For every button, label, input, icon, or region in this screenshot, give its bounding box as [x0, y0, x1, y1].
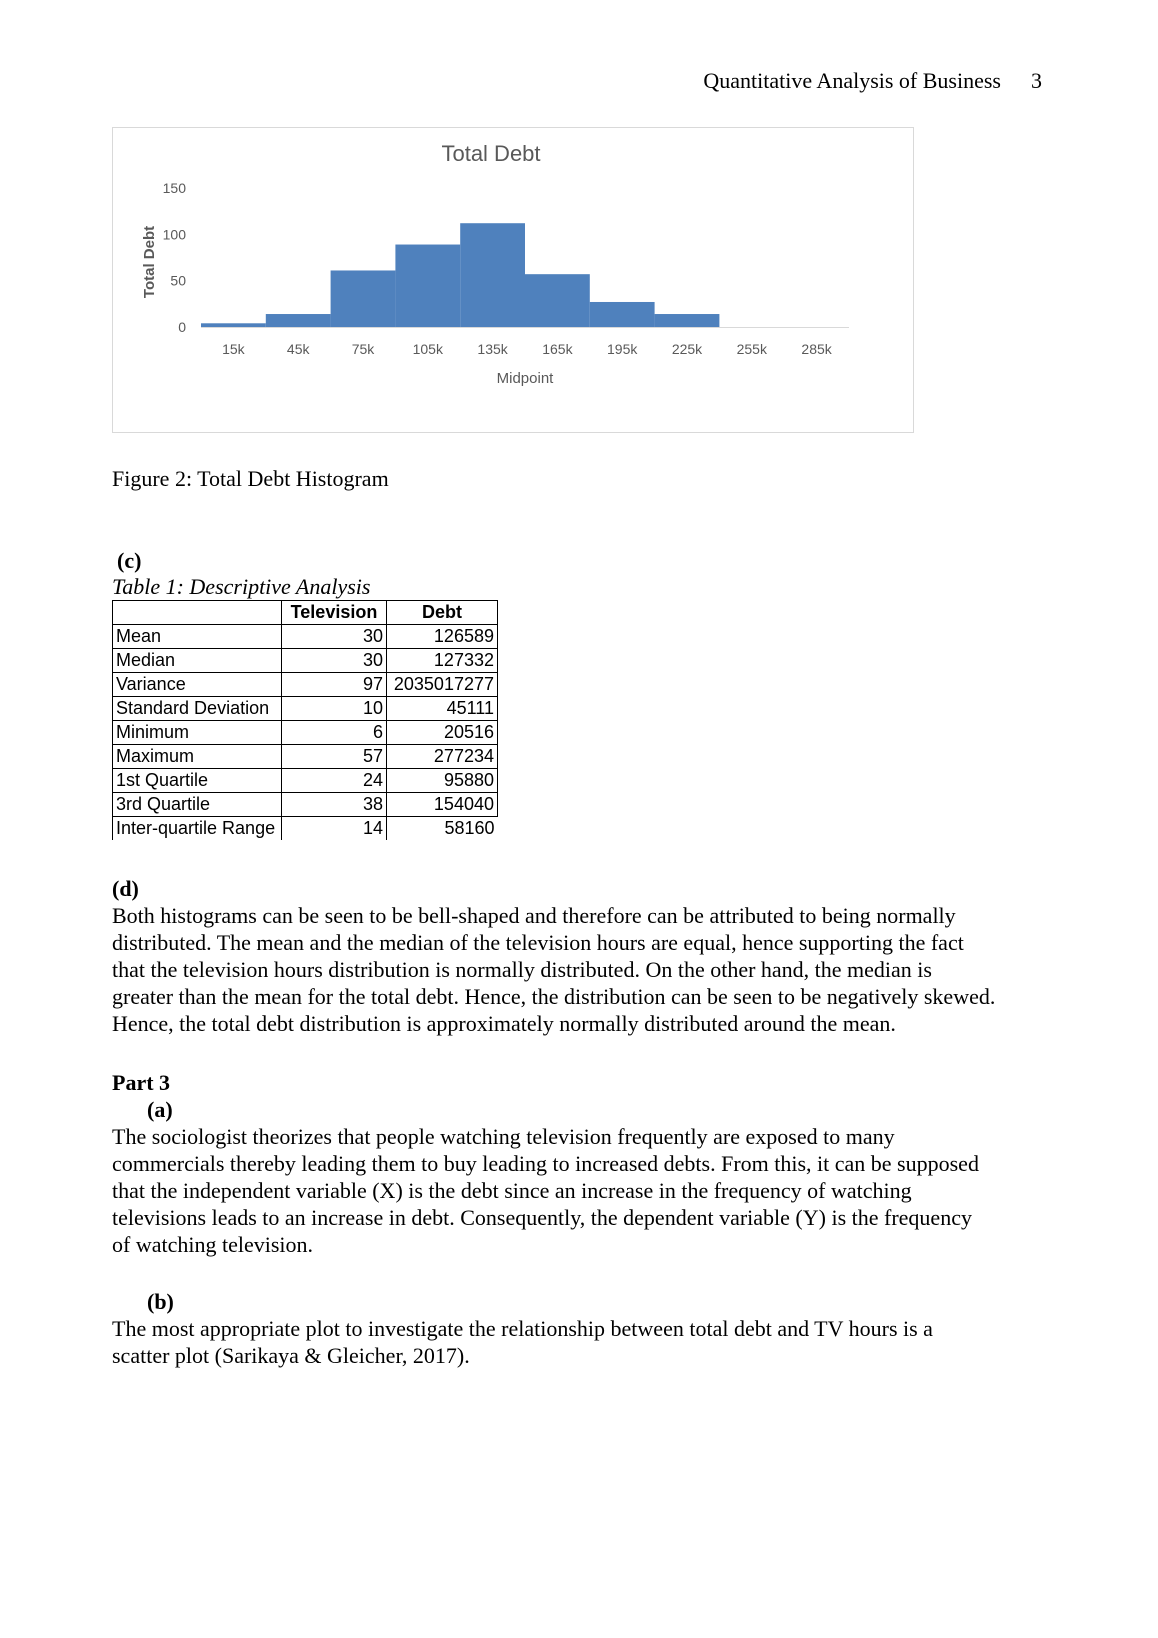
part3-a-label: (a) [147, 1097, 173, 1122]
chart-title: Total Debt [441, 141, 541, 166]
section-d-label: (d) [112, 876, 139, 901]
table-cell: 126589 [387, 625, 498, 649]
table-cell: 95880 [387, 769, 498, 793]
column-header: Debt [387, 601, 498, 625]
part3-b-label: (b) [147, 1289, 174, 1314]
part3-a-line: of watching television. [112, 1232, 314, 1257]
section-d-body [112, 902, 1062, 1037]
total-debt-histogram [112, 127, 914, 433]
table-row [113, 697, 498, 721]
table-cell: 57 [282, 745, 387, 769]
row-label: Mean [113, 625, 282, 649]
histogram-bar [331, 270, 396, 327]
table-cell: 2035017277 [387, 673, 498, 697]
y-tick-label: 100 [162, 226, 186, 243]
histogram-bar [201, 323, 266, 327]
row-label: Median [113, 649, 282, 673]
x-tick-label: 135k [477, 341, 508, 357]
x-axis-title: Midpoint [496, 370, 554, 387]
table-row [113, 745, 498, 769]
table-row [113, 673, 498, 697]
page-number: 3 [1031, 68, 1042, 93]
table-cell: 277234 [387, 745, 498, 769]
section-d-line: greater than the mean for the total debt. Hence, the distribution can be seen to be negatively skewed. [112, 984, 996, 1009]
x-tick-label: 75k [351, 341, 375, 357]
row-label: Standard Deviation [113, 697, 282, 721]
part3-a-body [112, 1123, 1062, 1258]
row-label: Variance [113, 673, 282, 697]
x-tick-label: 165k [542, 341, 573, 357]
x-tick-label: 15k [222, 341, 245, 357]
part3-b-line: scatter plot (Sarikaya & Gleicher, 2017). [112, 1343, 470, 1368]
table-cell: 45111 [387, 697, 498, 721]
x-tick-label: 195k [607, 341, 638, 357]
x-tick-label: 45k [286, 341, 310, 357]
table-title: Table 1: Descriptive Analysis [112, 574, 371, 599]
x-tick-label: 105k [412, 341, 443, 357]
table-cell: 97 [282, 673, 387, 697]
table-cell: 6 [282, 721, 387, 745]
table-cell: 14 [282, 817, 387, 841]
column-header: Television [282, 601, 387, 625]
table-cell: 58160 [387, 817, 498, 841]
row-label: 3rd Quartile [113, 793, 282, 817]
histogram-bar [266, 314, 331, 327]
table-cell: 24 [282, 769, 387, 793]
section-d-line: Both histograms can be seen to be bell-shaped and therefore can be attributed to being normally [112, 903, 956, 928]
table-cell: 38 [282, 793, 387, 817]
table-header-row [113, 601, 498, 625]
row-label: 1st Quartile [113, 769, 282, 793]
histogram-bar [395, 245, 460, 327]
table-cell: 10 [282, 697, 387, 721]
table-row [113, 817, 498, 841]
row-label: Maximum [113, 745, 282, 769]
part3-a-line: that the independent variable (X) is the debt since an increase in the frequency of watching [112, 1178, 912, 1203]
table-cell: 127332 [387, 649, 498, 673]
part3-a-line: televisions leads to an increase in debt. Consequently, the dependent variable (Y) is the frequency [112, 1205, 972, 1230]
y-axis-title: Total Debt [141, 225, 158, 299]
table-row [113, 625, 498, 649]
section-d-line: Hence, the total debt distribution is approximately normally distributed around the mean. [112, 1011, 896, 1036]
part3-title: Part 3 [112, 1070, 171, 1095]
table-cell: 30 [282, 649, 387, 673]
table-cell: 30 [282, 625, 387, 649]
table-cell: 154040 [387, 793, 498, 817]
x-tick-label: 285k [801, 341, 832, 357]
x-tick-label: 225k [671, 341, 703, 357]
table-row [113, 793, 498, 817]
table-row [113, 721, 498, 745]
y-tick-label: 0 [178, 319, 186, 335]
figure-caption: Figure 2: Total Debt Histogram [112, 466, 389, 491]
part3-b-line: The most appropriate plot to investigate the relationship between total debt and TV hours is a [112, 1316, 933, 1341]
histogram-bar [655, 314, 720, 327]
section-d-line: that the television hours distribution is normally distributed. On the other hand, the median is [112, 957, 932, 982]
x-tick-label: 255k [736, 341, 767, 357]
histogram-svg [113, 128, 913, 432]
part3-a-line: The sociologist theorizes that people watching television frequently are exposed to many [112, 1124, 895, 1149]
running-header [703, 68, 1042, 94]
row-label: Inter-quartile Range [113, 817, 282, 841]
row-label: Minimum [113, 721, 282, 745]
histogram-bar [590, 302, 655, 327]
descriptive-analysis-table [112, 600, 498, 840]
y-tick-label: 150 [162, 180, 186, 196]
header-title: Quantitative Analysis of Business [703, 68, 1001, 93]
part3-b-body [112, 1315, 1062, 1369]
y-tick-label: 50 [170, 272, 186, 289]
histogram-bar [460, 223, 525, 327]
part3-a-line: commercials thereby leading them to buy leading to increased debts. From this, it can be supposed [112, 1151, 979, 1176]
table-cell: 20516 [387, 721, 498, 745]
column-header [113, 601, 282, 625]
section-c-label: (c) [117, 548, 142, 573]
histogram-bar [525, 274, 590, 327]
table-row [113, 769, 498, 793]
section-d-line: distributed. The mean and the median of the television hours are equal, hence supporting the fact [112, 930, 964, 955]
table-row [113, 649, 498, 673]
